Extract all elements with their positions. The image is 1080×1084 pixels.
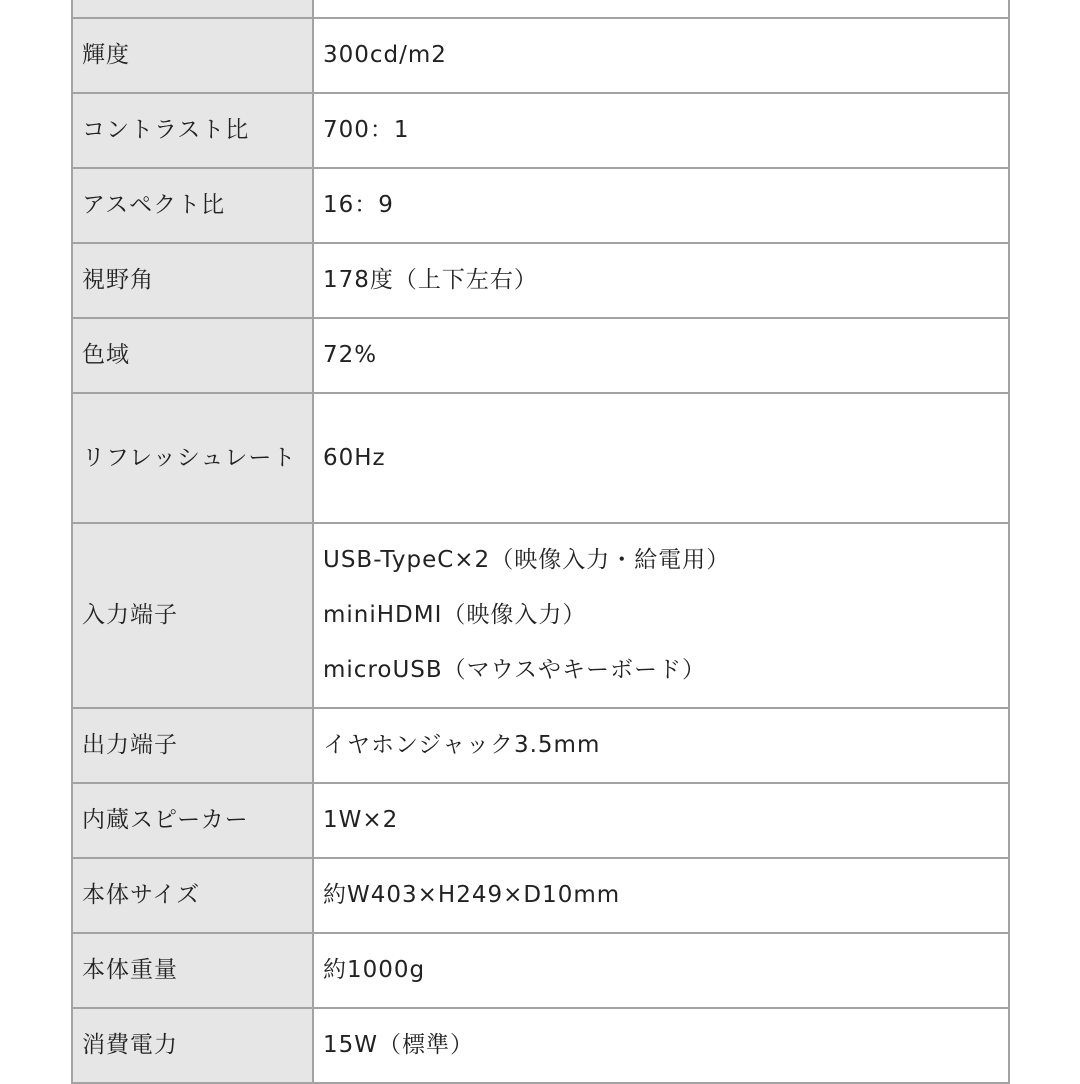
table-row	[72, 93, 1009, 168]
spec-label	[72, 0, 313, 18]
spec-label: 輝度	[72, 18, 313, 93]
spec-value: 16：9	[313, 168, 1009, 243]
spec-value: 1W×2	[313, 783, 1009, 858]
spec-value-line: microUSB（マウスやキーボード）	[323, 657, 706, 683]
table-row	[72, 783, 1009, 858]
spec-label: 視野角	[72, 243, 313, 318]
spec-table	[71, 0, 1010, 1084]
spec-label: アスペクト比	[72, 168, 313, 243]
table-row	[72, 1008, 1009, 1083]
spec-value: 約1000g	[313, 933, 1009, 1008]
spec-value: 300cd/m2	[313, 18, 1009, 93]
spec-label: 消費電力	[72, 1008, 313, 1083]
spec-value	[313, 0, 1009, 18]
spec-value: イヤホンジャック3.5mm	[313, 708, 1009, 783]
spec-value: 700：1	[313, 93, 1009, 168]
spec-label: 入力端子	[72, 523, 313, 708]
spec-value: 15W（標準）	[313, 1008, 1009, 1083]
table-row	[72, 523, 1009, 708]
table-row	[72, 18, 1009, 93]
spec-value: 178度（上下左右）	[313, 243, 1009, 318]
table-row	[72, 0, 1009, 18]
table-row	[72, 318, 1009, 393]
table-row	[72, 858, 1009, 933]
spec-value: 約W403×H249×D10mm	[313, 858, 1009, 933]
spec-label: 本体重量	[72, 933, 313, 1008]
spec-label: コントラスト比	[72, 93, 313, 168]
spec-label: 本体サイズ	[72, 858, 313, 933]
table-row	[72, 243, 1009, 318]
spec-value: 72%	[313, 318, 1009, 393]
table-row	[72, 393, 1009, 523]
spec-value	[313, 523, 1009, 708]
spec-value-line: miniHDMI（映像入力）	[323, 602, 587, 628]
spec-label: 出力端子	[72, 708, 313, 783]
spec-label: 内蔵スピーカー	[72, 783, 313, 858]
table-row	[72, 168, 1009, 243]
spec-label: 色域	[72, 318, 313, 393]
spec-value: 60Hz	[313, 393, 1009, 523]
spec-value-line: USB-TypeC×2（映像入力・給電用）	[323, 547, 731, 573]
spec-label: リフレッシュレート	[72, 393, 313, 523]
table-row	[72, 933, 1009, 1008]
table-row	[72, 708, 1009, 783]
